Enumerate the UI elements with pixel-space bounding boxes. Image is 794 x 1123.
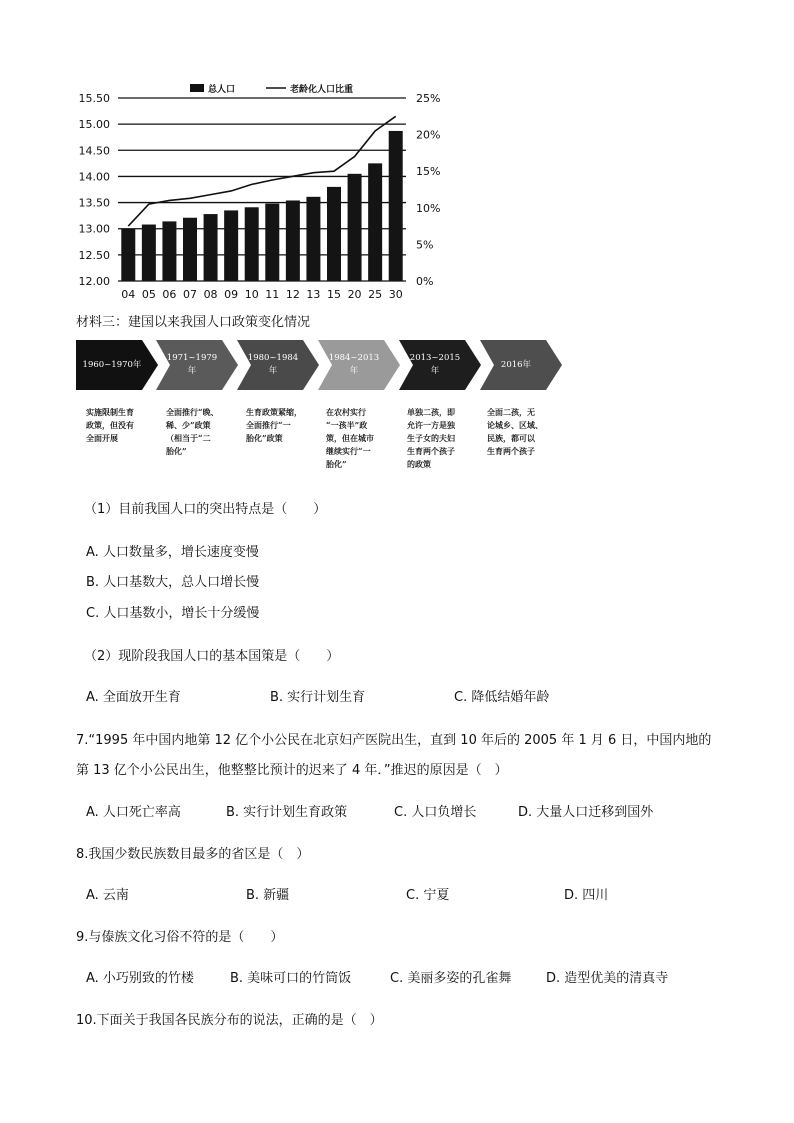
material-three-title: 材料三：建国以来我国人口政策变化情况	[76, 315, 311, 330]
y-right-tick-label: 0%	[416, 275, 434, 288]
q1-option-a[interactable]: A. 人口数量多，增长速度变慢	[86, 545, 259, 560]
bar	[368, 163, 382, 281]
bar	[162, 221, 176, 281]
x-tick-label: 20	[347, 288, 362, 301]
question-10-stem: 10.下面关于我国各民族分布的说法，正确的是（ ）	[76, 1013, 383, 1028]
bar	[121, 229, 135, 281]
timeline-step-2013	[399, 340, 481, 390]
x-tick-label: 08	[203, 288, 218, 301]
q2-option-a[interactable]: A. 全面放开生育	[86, 690, 181, 705]
y-left-tick-label: 14.00	[78, 170, 110, 184]
q8-option-a[interactable]: A. 云南	[86, 888, 129, 903]
timeline-step-1984	[318, 340, 400, 390]
x-tick-label: 30	[388, 288, 403, 301]
timeline-label: 1960~1970年	[82, 359, 142, 370]
timeline-desc-1960: 实施限制生育 政策，但没有 全面开展	[86, 407, 134, 443]
bar	[204, 214, 218, 281]
y-left-tick-label: 15.00	[78, 118, 110, 132]
question-1-stem: （1）目前我国人口的突出特点是（ ）	[84, 502, 327, 517]
legend-label-total: 总人口	[208, 85, 236, 95]
x-tick-label: 06	[162, 288, 177, 301]
y-right-tick-label: 20%	[416, 128, 441, 142]
timeline-label: 1980~1984 年	[247, 353, 299, 376]
bar	[306, 197, 320, 281]
q9-option-a[interactable]: A. 小巧别致的竹楼	[86, 971, 194, 986]
x-tick-label: 10	[244, 288, 259, 301]
q8-option-d[interactable]: D. 四川	[564, 888, 609, 903]
question-9-stem: 9.与傣族文化习俗不符的是（ ）	[76, 930, 284, 945]
x-tick-label: 13	[306, 288, 321, 301]
x-tick-label: 11	[265, 288, 280, 301]
question-8-stem: 8.我国少数民族数目最多的省区是（ ）	[76, 847, 310, 862]
timeline-step-1960	[76, 340, 158, 390]
x-tick-label: 05	[141, 288, 156, 301]
timeline-desc-1980: 生育政策紧缩， 全面推行“一 胎化”政策	[246, 407, 302, 443]
q8-option-c[interactable]: C. 宁夏	[406, 888, 450, 903]
y-right-tick-label: 15%	[416, 165, 441, 179]
q8-option-b[interactable]: B. 新疆	[246, 888, 290, 903]
q9-option-d[interactable]: D. 造型优美的清真寺	[546, 971, 669, 986]
q7-option-c[interactable]: C. 人口负增长	[394, 805, 477, 820]
bar	[265, 204, 279, 281]
timeline-desc-2016: 全面二孩，无 论城乡、区域、 民族，都可以 生育两个孩子	[487, 407, 543, 456]
y-left-tick-label: 13.00	[78, 222, 110, 236]
q1-option-b[interactable]: B. 人口基数大，总人口增长慢	[86, 575, 260, 590]
timeline-label: 2013~2015 年	[409, 353, 461, 376]
y-right-tick-label: 10%	[416, 201, 441, 215]
q7-option-d[interactable]: D. 大量人口迁移到国外	[518, 805, 654, 820]
y-left-tick-label: 13.50	[78, 196, 110, 210]
q7-option-b[interactable]: B. 实行计划生育政策	[226, 805, 348, 820]
q9-option-c[interactable]: C. 美丽多姿的孔雀舞	[390, 971, 512, 986]
x-tick-label: 04	[121, 288, 136, 301]
timeline-step-1980	[237, 340, 319, 390]
timeline-label: 2016年	[500, 359, 532, 370]
policy-timeline	[76, 340, 566, 390]
y-right-tick-label: 25%	[416, 92, 441, 105]
legend-label-aging: 老龄化人口比重	[290, 85, 354, 95]
q2-option-b[interactable]: B. 实行计划生育	[270, 690, 366, 705]
y-left-tick-label: 15.50	[78, 92, 110, 105]
bar	[286, 200, 300, 281]
y-left-tick-label: 12.00	[78, 275, 110, 288]
bar	[389, 131, 403, 281]
question-7-stem-line1: 7.“1995 年中国内地第 12 亿个小公民在北京妇产医院出生，直到 10 年后的 2005 年 1 月 6 日，中国内地的	[76, 733, 712, 748]
y-right-tick-label: 5%	[416, 238, 434, 252]
x-tick-label: 12	[285, 288, 300, 301]
timeline-desc-1971: 全面推行“晚、 稀、少”政策 （相当于“二 胎化”	[166, 407, 219, 456]
x-tick-label: 25	[368, 288, 383, 301]
q9-option-b[interactable]: B. 美味可口的竹筒饭	[230, 971, 352, 986]
bar	[245, 207, 259, 281]
timeline-step-2016	[480, 340, 562, 390]
question-7-stem-line2: 第 13 亿个小公民出生，他整整比预计的迟来了 4 年．”推迟的原因是（ ）	[76, 763, 508, 778]
bar	[224, 210, 238, 281]
q2-option-c[interactable]: C. 降低结婚年龄	[454, 690, 550, 705]
population-chart	[70, 78, 450, 304]
timeline-desc-2013: 单独二孩，即 允许一方是独 生子女的夫妇 生育两个孩子 的政策	[407, 407, 455, 469]
bar	[348, 174, 362, 281]
legend-bar-swatch	[190, 84, 204, 92]
bar	[142, 225, 156, 281]
timeline-step-1971	[156, 340, 238, 390]
q1-option-c[interactable]: C. 人口基数小，增长十分缓慢	[86, 606, 260, 621]
x-tick-label: 07	[183, 288, 197, 301]
question-2-stem: （2）现阶段我国人口的基本国策是（ ）	[84, 649, 340, 664]
bar	[327, 187, 341, 281]
y-left-tick-label: 12.50	[78, 248, 110, 262]
y-left-tick-label: 14.50	[78, 144, 110, 158]
timeline-label: 1971~1979 年	[166, 353, 218, 376]
q7-option-a[interactable]: A. 人口死亡率高	[86, 805, 181, 820]
x-tick-label: 09	[224, 288, 239, 301]
timeline-desc-1984: 在农村实行 “一孩半”政 策，但在城市 继续实行“一 胎化”	[326, 407, 374, 469]
timeline-label: 1984~2013 年	[328, 353, 380, 376]
x-tick-label: 15	[327, 288, 341, 301]
bar	[183, 218, 197, 281]
